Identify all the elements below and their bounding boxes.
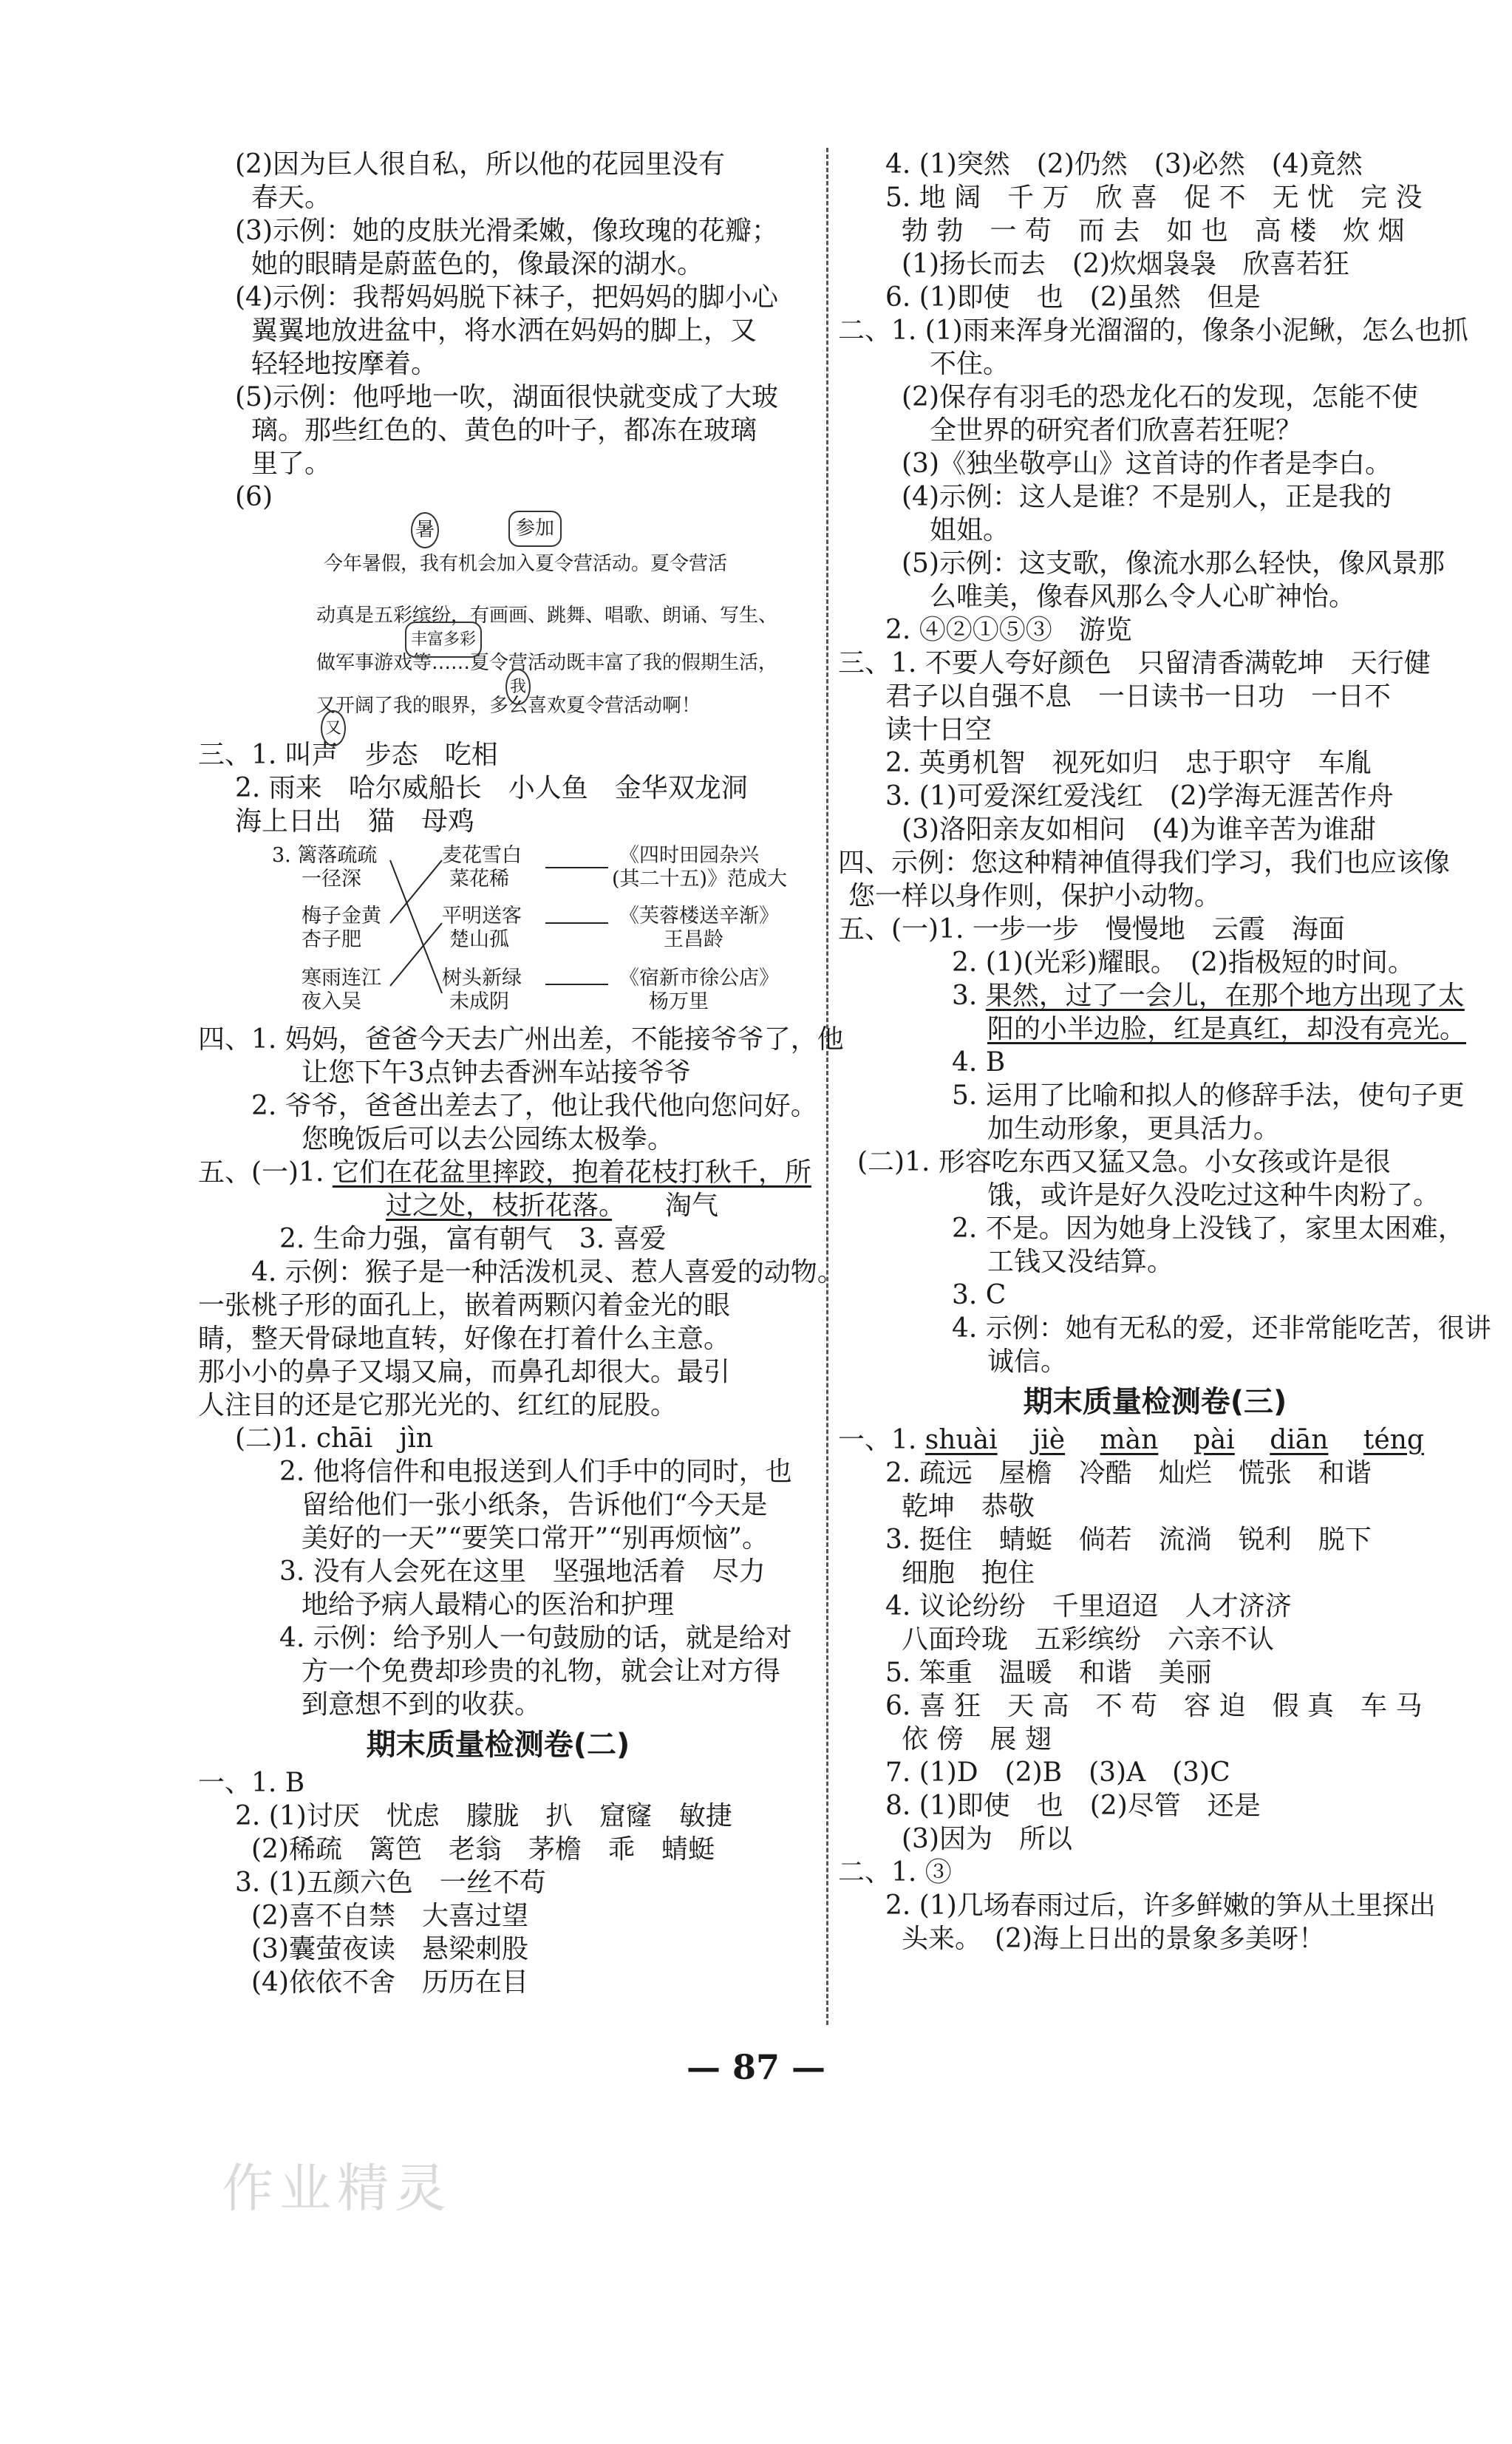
text-line: (5)示例：他呼地一吹，湖面很快就变成了大玻 [235, 382, 778, 412]
column-divider [826, 148, 828, 2025]
text-line: 二、1. (1)雨来浑身光溜溜的，像条小泥鳅，怎么也抓 [838, 316, 1468, 346]
text-line: (1)扬长而去 (2)炊烟袅袅 欣喜若狂 [902, 249, 1349, 279]
text-line: 2. 疏远 屋檐 冷酷 灿烂 慌张 和谐 [885, 1458, 1372, 1488]
text-line: 2. 生命力强，富有朝气 3. 喜爱 [279, 1224, 667, 1254]
text-line: 三、1. 不要人夸好颜色 只留清香满乾坤 天行健 [838, 648, 1431, 678]
text-line: 饿，或许是好久没吃过这种牛肉粉了。 [987, 1180, 1440, 1211]
pinyin-answer: téng [1363, 1425, 1424, 1455]
text-line: (4)依依不舍 历历在目 [251, 1967, 528, 1998]
text-line: (3)因为 所以 [902, 1824, 1072, 1854]
poem-title-item: (其二十五)》范成大 [612, 868, 788, 891]
poem-title-item: 杨万里 [649, 990, 709, 1013]
text-line: (3)洛阳亲友如相问 (4)为谁辛苦为谁甜 [902, 814, 1376, 845]
poem-line-item: 寒雨连江 [302, 967, 381, 990]
text-line: (二)1. 形容吃东西又猛又急。小女孩或许是很 [857, 1147, 1391, 1177]
text-line [198, 1156, 811, 1189]
correction-mark: 暑 [411, 512, 439, 548]
text-line: 三、1. 叫声 步态 吃相 [198, 740, 498, 770]
underlined-answer: 阳的小半边脸，红是真红，却没有亮光。 [987, 1014, 1467, 1044]
poem-matching [272, 838, 798, 1023]
text-line [198, 1189, 798, 1222]
text-line: 四、1. 妈妈，爸爸今天去广州出差，不能接爷爷了，他 [198, 1024, 844, 1055]
text-line: 人注目的还是它那光光的、红红的屁股。 [198, 1390, 678, 1420]
section-title: 期末质量检测卷(二) [366, 1728, 630, 1762]
section-title: 期末质量检测卷(三) [1023, 1385, 1287, 1419]
text-line [838, 1423, 1462, 1457]
text-line: 5. 地 阔 千 万 欣 喜 促 不 无 忧 完 没 [885, 183, 1423, 213]
text-line: 海上日出 猫 母鸡 [235, 806, 475, 837]
text-line: 头来。 (2)海上日出的景象多美呀！ [902, 1924, 1325, 1954]
poem-line-item: 梅子金黄 [302, 905, 381, 927]
text-line: 一、1. B [198, 1768, 305, 1798]
passage-line: 今年暑假，我有机会加入夏令营活动。夏令营活 [324, 553, 728, 575]
poem-line-item: 树头新绿 [442, 967, 522, 990]
text-line: 2. 英勇机智 视死如归 忠于职守 车胤 [885, 748, 1372, 778]
text-line: 二、1. ③ [838, 1857, 952, 1888]
passage-line: 动真是五彩缤纷，有画画、跳舞、唱歌、朗诵、写生、 [316, 605, 778, 627]
text-line: 3. (1)可爱深红爱浅红 (2)学海无涯苦作舟 [885, 781, 1394, 811]
text-line: 4. (1)突然 (2)仍然 (3)必然 (4)竟然 [885, 149, 1363, 180]
text-line: 君子以自强不息 一日读书一日功 一日不 [885, 681, 1392, 712]
text-line: (2)因为巨人很自私，所以他的花园里没有 [235, 149, 725, 180]
text-line: 2. (1)讨厌 忧虑 朦胧 扒 窟窿 敏捷 [235, 1801, 732, 1831]
poem-title-item: 王昌龄 [664, 928, 723, 951]
text-line: 璃。那些红色的、黄色的叶子，都冻在玻璃 [251, 415, 757, 446]
text-line: 地给予病人最精心的医治和护理 [302, 1590, 675, 1620]
text-line: 春天。 [251, 183, 332, 213]
text-line: 6. 喜 狂 天 高 不 苟 容 迫 假 真 车 马 [885, 1691, 1423, 1721]
text-line: 加生动形象，更具活力。 [987, 1114, 1281, 1144]
text-line: 姐姐。 [930, 515, 1010, 545]
answer-word: 淘气 [665, 1191, 719, 1221]
text-line: 不住。 [930, 349, 1010, 379]
poem-line-item: 未成阴 [449, 990, 509, 1013]
passage-line: 做军事游戏等……夏令营活动既丰富了我的假期生活， [316, 652, 778, 674]
text-line: (5)示例：这支歌，像流水那么轻快，像风景那 [902, 548, 1445, 579]
text-line: 8. (1)即使 也 (2)尽管 还是 [885, 1791, 1261, 1821]
text-line: (2)稀疏 篱笆 老翁 茅檐 乖 蜻蜓 [251, 1834, 715, 1865]
text-line: 4. 示例：她有无私的爱，还非常能吃苦，很讲 [952, 1313, 1491, 1344]
corrected-passage [316, 517, 798, 738]
text-line: 勃 勃 一 苟 而 去 如 也 高 楼 炊 烟 [902, 216, 1405, 246]
text-line: (3)示例：她的皮肤光滑柔嫩，像玫瑰的花瓣； [235, 216, 778, 246]
text-line: 2. 不是。因为她身上没钱了，家里太困难， [952, 1214, 1465, 1244]
text-line: 依 傍 展 翅 [902, 1724, 1052, 1754]
text-line: (6) [235, 482, 273, 512]
text-line: 4. 示例：猴子是一种活泼机灵、惹人喜爱的动物。 [251, 1257, 844, 1287]
text-line [848, 979, 1465, 1012]
pinyin-answer: diān [1270, 1425, 1329, 1455]
text-line: 4. 示例：给予别人一句鼓励的话，就是给对 [279, 1623, 792, 1653]
text-line: 么唯美，像春风那么令人心旷神怡。 [930, 582, 1356, 612]
text-line: 到意想不到的收获。 [302, 1689, 542, 1720]
text-line: (二)1. chāi jìn [235, 1423, 434, 1454]
poem-title-item: 《宿新市徐公店》 [619, 967, 779, 990]
right-column [838, 148, 1491, 1955]
correction-mark: 参加 [508, 511, 562, 547]
text-line [848, 1012, 1467, 1046]
poem-line-item: 夜入吴 [302, 990, 361, 1013]
pinyin-answer: pài [1193, 1425, 1235, 1455]
text-line: 6. (1)即使 也 (2)虽然 但是 [885, 282, 1261, 313]
page-number: — 87 — [686, 2047, 826, 2087]
text-line: 让您下午3点钟去香洲车站接爷爷 [302, 1058, 691, 1088]
text-line: 2. 他将信件和电报送到人们手中的同时，也 [279, 1457, 792, 1487]
poem-line-item: 楚山孤 [449, 928, 509, 951]
left-column [198, 148, 844, 1999]
text-line: 方一个免费却珍贵的礼物，就会让对方得 [302, 1656, 781, 1686]
poem-line-item: 杏子肥 [302, 928, 361, 951]
text-line: 八面玲珑 五彩缤纷 六亲不认 [902, 1624, 1275, 1655]
text-line: 读十日空 [885, 715, 992, 745]
poem-line-item: 3. 篱落疏疏 [272, 844, 378, 867]
underlined-answer: 它们在花盆里摔跤，抱着花枝打秋千，所 [332, 1157, 811, 1188]
poem-title-item: 《四时田园杂兴 [619, 844, 759, 867]
pinyin-answer: màn [1100, 1425, 1159, 1455]
text-line: 5. 运用了比喻和拟人的修辞手法，使句子更 [952, 1080, 1465, 1111]
text-line: (3)《独坐敬亭山》这首诗的作者是李白。 [902, 449, 1392, 479]
poem-line-item: 一径深 [302, 868, 361, 891]
text-line: (4)示例：我帮妈妈脱下袜子，把妈妈的脚小心 [235, 282, 778, 313]
text-line: 工钱又没结算。 [987, 1247, 1174, 1277]
text-line: 4. 议论纷纷 千里迢迢 人才济济 [885, 1591, 1292, 1621]
text-line: 五、(一)1. 一步一步 慢慢地 云霞 海面 [838, 914, 1345, 944]
matching-lines [272, 838, 789, 1023]
pinyin-answer: shuài [924, 1425, 998, 1455]
text-line: 留给他们一张小纸条，告诉他们“今天是 [302, 1490, 768, 1520]
text-line: 您一样以身作则，保护小动物。 [848, 881, 1222, 911]
underlined-answer: 过之处，枝折花落。 [386, 1191, 613, 1221]
text-line: 四、示例：您这种精神值得我们学习，我们也应该像 [838, 848, 1451, 878]
text-line: 3. C [952, 1280, 1007, 1310]
text-line: 细胞 抱住 [902, 1558, 1035, 1588]
label: 一、1. [838, 1425, 925, 1455]
text-line: (2)保存有羽毛的恐龙化石的发现，怎能不使 [902, 382, 1418, 412]
text-line: 翼翼地放进盆中，将水洒在妈妈的脚上，又 [251, 316, 757, 346]
text-line: 4. B [952, 1047, 1006, 1078]
text-line: 3. 挺住 蜻蜓 倘若 流淌 锐利 脱下 [885, 1525, 1372, 1555]
text-line: 美好的一天”“要笑口常开”“别再烦恼”。 [302, 1523, 769, 1553]
text-line: 她的眼睛是蔚蓝色的，像最深的湖水。 [251, 249, 704, 279]
poem-line-item: 菜花稀 [449, 868, 509, 891]
text-line: 乾坤 恭敬 [902, 1491, 1035, 1522]
text-line: 3. 没有人会死在这里 坚强地活着 尽力 [279, 1556, 766, 1587]
text-line: (4)示例：这人是谁？不是别人，正是我的 [902, 482, 1392, 512]
text-line: 2. 爷爷，爸爸出差去了，他让我代他向您问好。 [251, 1091, 817, 1121]
text-line: 那小小的鼻子又塌又扁，而鼻孔却很大。最引 [198, 1357, 731, 1387]
text-line: 7. (1)D (2)B (3)A (3)C [885, 1757, 1230, 1788]
text-line: 一张桃子形的面孔上，嵌着两颗闪着金光的眼 [198, 1290, 731, 1321]
text-line: 2. 雨来 哈尔威船长 小人鱼 金华双龙洞 [235, 773, 748, 803]
text-line: 诚信。 [987, 1347, 1068, 1377]
text-line: 轻轻地按摩着。 [251, 349, 438, 379]
poem-line-item: 麦花雪白 [442, 844, 522, 867]
pinyin-answer: jiè [1032, 1425, 1066, 1455]
text-line: 2. (1)(光彩)耀眼。 (2)指极短的时间。 [952, 947, 1414, 978]
text-line: 3. (1)五颜六色 一丝不苟 [235, 1868, 546, 1898]
correction-mark: 丰富多彩 [405, 622, 482, 658]
label: 3. [952, 981, 986, 1011]
text-line: 2. ④②①⑤③ 游览 [885, 615, 1132, 645]
text-line: (2)喜不自禁 大喜过望 [251, 1901, 528, 1931]
text-line: (3)囊萤夜读 悬梁刺股 [251, 1934, 528, 1964]
text-line: 您晚饭后可以去公园练太极拳。 [302, 1124, 675, 1154]
poem-title-item: 《芙蓉楼送辛渐》 [619, 905, 779, 927]
text-line: 5. 笨重 温暖 和谐 美丽 [885, 1658, 1212, 1688]
passage-line: 又开阔了我的眼界，多么喜欢夏令营活动啊！ [316, 695, 701, 717]
text-line: 全世界的研究者们欣喜若狂呢？ [930, 415, 1303, 446]
poem-line-item: 平明送客 [442, 905, 522, 927]
correction-mark: 又 [321, 710, 346, 746]
text-line: 睛，整天骨碌地直转，好像在打着什么主意。 [198, 1324, 731, 1354]
text-line: 里了。 [251, 449, 332, 479]
watermark: 作业精灵 [222, 2158, 452, 2219]
underlined-answer: 果然，过了一会儿，在那个地方出现了太 [985, 981, 1465, 1011]
label: 五、(一)1. [198, 1157, 333, 1188]
text-line: 2. (1)几场春雨过后，许多鲜嫩的笋从土里探出 [885, 1890, 1436, 1921]
correction-mark: 我 [505, 669, 531, 705]
